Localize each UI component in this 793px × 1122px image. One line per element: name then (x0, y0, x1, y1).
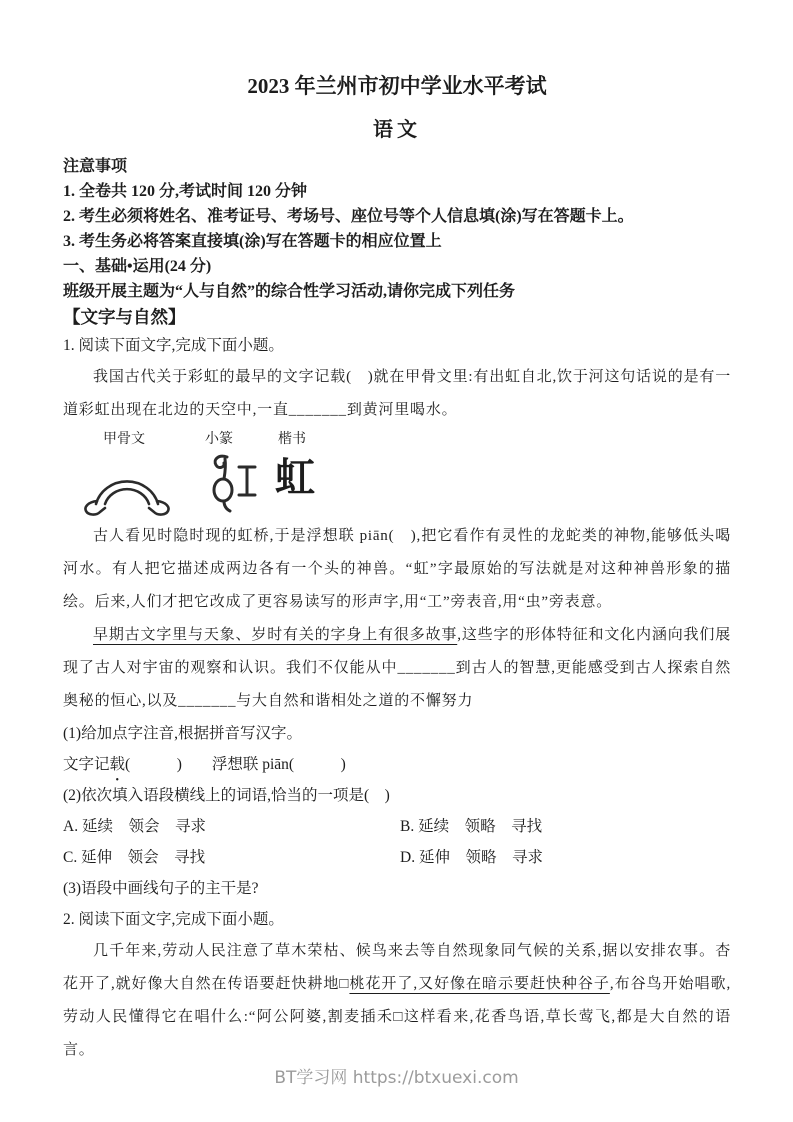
page-content (63, 58, 731, 1067)
option-row (63, 842, 731, 873)
seal-script-glyph (199, 450, 261, 516)
q1-sub3-label: (3)语段中画线句子的主干是? (63, 880, 259, 897)
fill-brackets: ( ) (125, 756, 182, 773)
page-title: 2023 年兰州市初中学业水平考试 (247, 74, 547, 98)
fill-text-pre: 文字记 (63, 756, 110, 773)
passage-text-segment: ,布谷鸟开始唱歌,劳动人民懂得它在唱什么:“阿公阿婆,割麦插禾□这样看来,花香鸟语,草长莺飞,都是大自然的语言。 (63, 976, 732, 1058)
option-b: B. 延续 领略 寻找 (400, 818, 543, 835)
section-tag: 【文字与自然】 (63, 307, 186, 327)
q1-stem: 1. 阅读下面文字,完成下面小题。 (63, 337, 284, 354)
q2-passage (63, 935, 731, 1067)
oracle-bone-script-glyph (78, 456, 170, 516)
q1-sub2-options (63, 811, 731, 873)
notice-item-3: 3. 考生务必将答案直接填(涂)写在答题卡的相应位置上 (63, 233, 442, 250)
q1-sub2-label: (2)依次填入语段横线上的词语,恰当的一项是( ) (63, 787, 390, 804)
section-intro: 班级开展主题为“人与自然”的综合性学习活动,请你完成下列任务 (63, 283, 516, 300)
section-heading: 一、基础•运用(24 分) (63, 258, 212, 275)
q1-passage-3 (63, 619, 731, 718)
notice-item-2: 2. 考生必须将姓名、准考证号、考场号、座位号等个人信息填(涂)写在答题卡上。 (63, 208, 634, 225)
passage-text-segment: ,这些字的形体特征和文化内涵向我们展现了古人对宇宙的观察和认识。我们不仅能从中_______到古人的智慧,更能感受到古人探索自然奥秘的恒心,以及_______与大自然和谐相处之道的不懈努力 (63, 627, 731, 709)
q2-stem: 2. 阅读下面文字,完成下面小题。 (63, 911, 284, 928)
option-a: A. 延续 领会 寻求 (63, 818, 206, 835)
subject-title: 语文 (373, 119, 421, 141)
seal-script-label: 小篆 (205, 432, 233, 447)
option-row (63, 811, 731, 842)
q1-passage-1: 我国古代关于彩虹的最早的文字记载( )就在甲骨文里:有出虹自北,饮于河这句话说的是有一道彩虹出现在北边的天空中,一直_______到黄河里喝水。 (63, 369, 731, 418)
underlined-sentence: 早期古文字里与天象、岁时有关的字身上有很多故事 (93, 627, 458, 643)
option-c: C. 延伸 领会 寻找 (63, 849, 206, 866)
option-d: D. 延伸 领略 寻求 (400, 849, 543, 866)
script-evolution-figure (63, 430, 731, 520)
watermark-footer: BT学习网 https://btxuexi.com (274, 1068, 519, 1088)
q1-sub1-fill-line (63, 749, 731, 780)
q1-passage-2: 古人看见时隐时现的虹桥,于是浮想联 piān( ),把它看作有灵性的龙蛇类的神物,能够低头喝河水。有人把它描述成两边各有一个头的神兽。“虹”字最原始的写法就是对这种神兽形象的描绘。后来,人们才把它改成了更容易读写的形声字,用“工”旁表音,用“虫”旁表意。 (63, 528, 731, 610)
underlined-sentence: 桃花开了,又好像在暗示要赶快种谷子 (349, 976, 610, 992)
notice-item-1: 1. 全卷共 120 分,考试时间 120 分钟 (63, 183, 308, 200)
regular-script-label: 楷书 (278, 432, 306, 447)
fill-text-pinyin: 浮想联 piān( ) (211, 756, 346, 773)
passage-text-segment: 几千年来,劳动人民注意了草木荣枯、候鸟来去等自然现象同气候的关系,据以安排农事。杏花开了,就好像大自然在传语要赶快耕地□ (63, 943, 731, 992)
notice-heading: 注意事项 (63, 158, 128, 175)
q1-sub1-label: (1)给加点字注音,根据拼音写汉字。 (63, 725, 302, 742)
regular-script-glyph: 虹 (275, 455, 315, 500)
oracle-bone-script-label: 甲骨文 (103, 432, 145, 447)
notice-block (63, 154, 731, 254)
dotted-character: 载 (109, 756, 126, 773)
